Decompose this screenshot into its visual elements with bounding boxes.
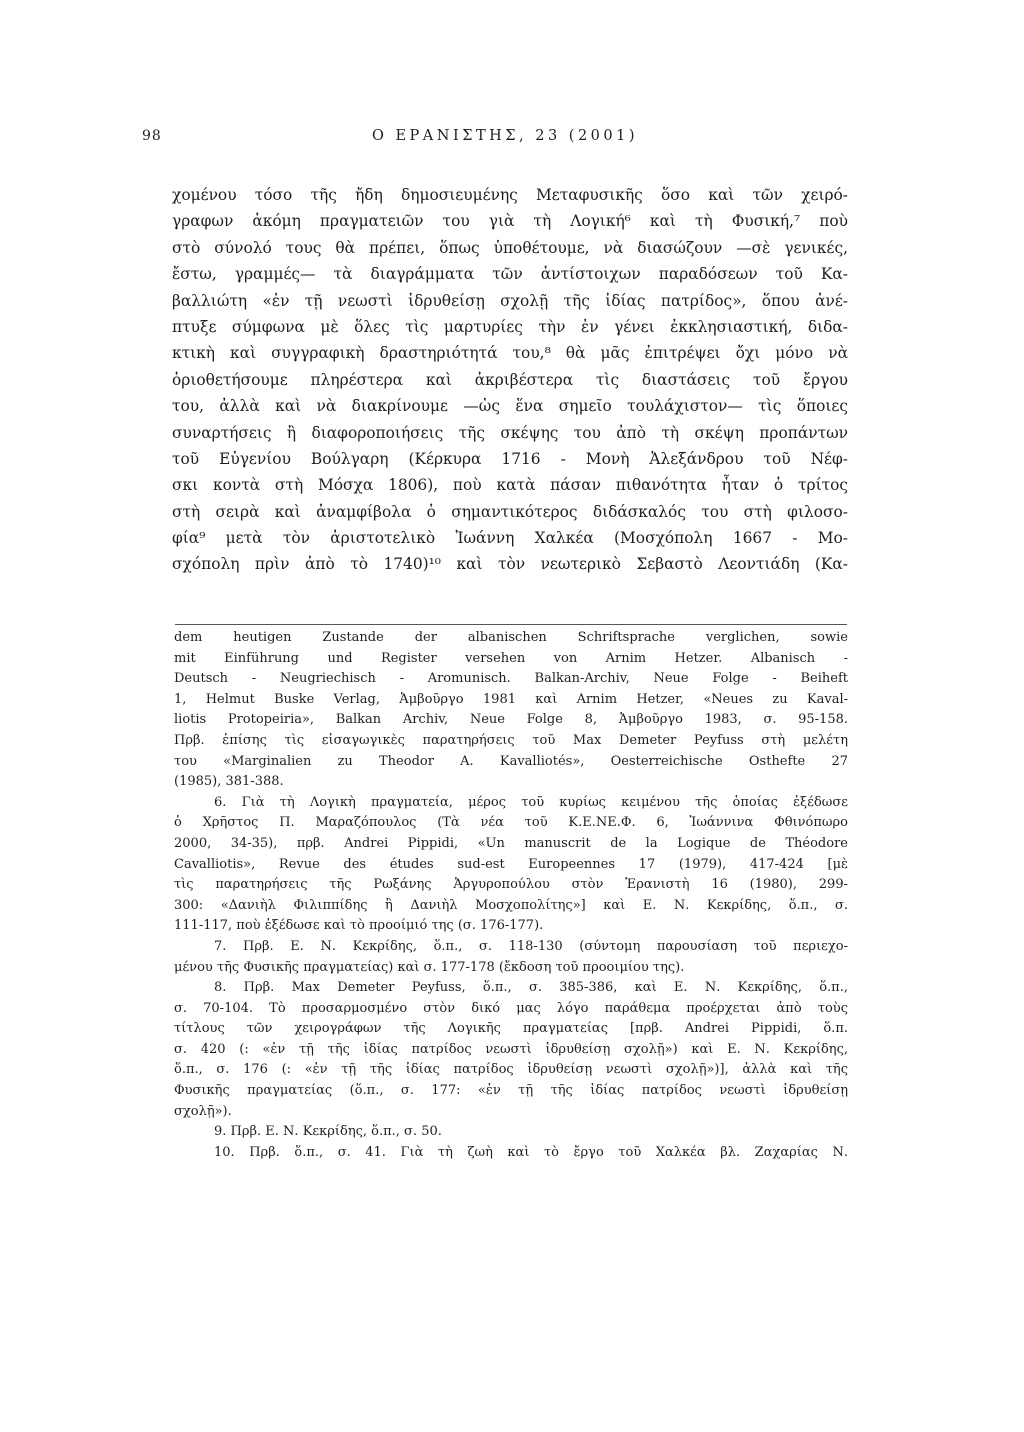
footnote-6: 6. Γιὰ τὴ Λογικὴ πραγματεία, μέρος τοῦ κυρίως κειμένου τῆς ὁποίας ἐξέδωσε — [214, 794, 848, 810]
footnote-line: 2000, 34-35), πρβ. Andrei Pippidi, «Un manuscrit de la Logique de Théodore — [174, 835, 848, 851]
footnote-10: 10. Πρβ. ὅ.π., σ. 41. Γιὰ τὴ ζωὴ καὶ τὸ ἔργο τοῦ Χαλκέα βλ. Ζαχαρίας Ν. — [214, 1144, 848, 1160]
body-line: στὸ σύνολό τους θὰ πρέπει, ὅπως ὑποθέτουμε, νὰ διασώζουν —σὲ γενικές, — [172, 238, 848, 257]
footnote-line: dem heutigen Zustande der albanischen Schriftsprache verglichen, sowie — [174, 630, 848, 645]
footnote-line: Πρβ. ἐπίσης τὶς εἰσαγωγικὲς παρατηρήσεις τοῦ Max Demeter Peyfuss στὴ μελέτη — [174, 732, 848, 748]
footnote-7: 7. Πρβ. Ε. Ν. Κεκρίδης, ὅ.π., σ. 118-130 (σύντομη παρουσίαση τοῦ περιεχο- — [214, 938, 848, 954]
footnote-line: liotis Protopeiria», Balkan Archiv, Neue Folge 8, Ἀμβοῦργο 1983, σ. 95-158. — [174, 712, 848, 728]
body-line: χομένου τόσο τῆς ἤδη δημοσιευμένης Μεταφυσικῆς ὅσο καὶ τῶν χειρό- — [172, 186, 848, 204]
footnote-line: ὅ.π., σ. 176 (: «ἐν τῇ τῆς ἰδίας πατρίδος ἱδρυθείσῃ νεωστὶ σχολῇ»)], ἀλλὰ καὶ τῆς — [174, 1062, 848, 1078]
footnote-8: 8. Πρβ. Max Demeter Peyfuss, ὅ.π., σ. 385-386, καὶ Ε. Ν. Κεκρίδης, ὅ.π., — [214, 980, 848, 996]
body-line: πτυξε σύμφωνα μὲ ὅλες τὶς μαρτυρίες τὴν ἐν γένει ἐκκλησιαστική, διδα- — [172, 317, 848, 336]
footnote-separator — [175, 624, 847, 625]
footnote-line: σχολῇ»). — [174, 1103, 232, 1119]
footnote-line: Cavalliotis», Revue des études sud-est Europeennes 17 (1979), 417-424 [μὲ — [174, 856, 848, 872]
body-line: ἔστω, γραμμές— τὰ διαγράμματα τῶν ἀντίστοιχων παραδόσεων τοῦ Κα- — [172, 265, 848, 284]
footnote-line: mit Einführung und Register versehen von Arnim Hetzer. Albanisch - — [174, 650, 848, 666]
body-line: γραφων ἀκόμη πραγματειῶν του γιὰ τὴ Λογική⁶ καὶ τὴ Φυσική,⁷ ποὺ — [172, 212, 848, 231]
body-text — [172, 182, 848, 578]
body-line: σκι κοντὰ στὴ Μόσχα 1806), ποὺ κατὰ πάσαν πιθανότητα ἦταν ὁ τρίτος — [172, 476, 848, 495]
footnote-line: 111-117, ποὺ ἐξέδωσε καὶ τὸ προοίμιό της (σ. 176-177). — [174, 918, 544, 934]
footnote-line: ὁ Χρῆστος Π. Μαραζόπουλος (Τὰ νέα τοῦ Κ.Ε.ΝΕ.Φ. 6, Ἰωάννινα Φθινόπωρο — [174, 815, 848, 831]
footnote-line: σ. 70-104. Τὸ προσαρμοσμένο στὸν δικό μας λόγο παράθεμα προέρχεται ἀπὸ τοὺς — [174, 1000, 848, 1016]
footnote-line: τὶς παρατηρήσεις τῆς Ρωξάνης Ἀργυροπούλου στὸν Ἐρανιστὴ 16 (1980), 299- — [174, 877, 848, 893]
footnote-line: 300: «Δανιὴλ Φιλιππίδης ἢ Δανιὴλ Μοσχοπολίτης»] καὶ Ε. Ν. Κεκρίδης, ὅ.π., σ. — [174, 897, 848, 913]
body-line: κτικὴ καὶ συγγραφικὴ δραστηριότητά του,⁸ θὰ μᾶς ἐπιτρέψει ὄχι μόνο νὰ — [172, 344, 848, 363]
footnote-line: τίτλους τῶν χειρογράφων τῆς Λογικῆς πραγματείας [πρβ. Andrei Pippidi, ὅ.π. — [174, 1021, 848, 1037]
body-line: συναρτήσεις ἢ διαφοροποιήσεις τῆς σκέψης του ἀπὸ τὴ σκέψη προπάντων — [172, 423, 848, 442]
footnote-line: Φυσικῆς πραγματείας (ὅ.π., σ. 177: «ἐν τῇ τῆς ἰδίας πατρίδος νεωστὶ ἱδρυθείσῃ — [174, 1083, 848, 1099]
body-line: φία⁹ μετὰ τὸν ἀριστοτελικὸ Ἰωάννη Χαλκέα (Μοσχόπολη 1667 - Μο- — [172, 529, 848, 548]
body-line: σχόπολη πρὶν ἀπὸ τὸ 1740)¹⁰ καὶ τὸν νεωτερικὸ Σεβαστὸ Λεοντιάδη (Κα- — [172, 555, 848, 574]
body-line: ὁριοθετήσουμε πληρέστερα καὶ ἀκριβέστερα τὶς διαστάσεις τοῦ ἔργου — [172, 370, 848, 389]
running-head — [142, 128, 868, 158]
journal-title: Ο ΕΡΑΝΙΣΤΗΣ, 23 (2001) — [371, 128, 639, 144]
footnote-line: (1985), 381-388. — [174, 774, 284, 790]
footnote-9: 9. Πρβ. Ε. Ν. Κεκρίδης, ὅ.π., σ. 50. — [214, 1124, 442, 1140]
body-line: βαλλιώτη «ἐν τῇ νεωστὶ ἱδρυθείσῃ σχολῇ τῆς ἰδίας πατρίδος», ὅπου ἀνέ- — [172, 291, 848, 310]
footnote-line: μένου τῆς Φυσικῆς πραγματείας) καὶ σ. 177-178 (ἔκδοση τοῦ προοιμίου της). — [174, 959, 685, 975]
body-line: τοῦ Εὐγενίου Βούλγαρη (Κέρκυρα 1716 - Μονὴ Ἀλεξάνδρου τοῦ Νέφ- — [172, 449, 848, 468]
footnotes — [174, 628, 848, 1163]
footnote-line: Deutsch - Neugriechisch - Aromunisch. Balkan-Archiv, Neue Folge - Beiheft — [174, 671, 848, 687]
footnote-line: σ. 420 (: «ἐν τῇ τῆς ἰδίας πατρίδος νεωστὶ ἱδρυθείσῃ σχολῇ») καὶ Ε. Ν. Κεκρίδης, — [174, 1041, 848, 1057]
footnote-line: 1, Helmut Buske Verlag, Ἀμβοῦργο 1981 καὶ Arnim Hetzer, «Neues zu Kaval- — [174, 691, 848, 707]
body-line: στὴ σειρὰ καὶ ἀναμφίβολα ὁ σημαντικότερος διδάσκαλός του στὴ φιλοσο- — [172, 502, 848, 521]
body-line: του, ἀλλὰ καὶ νὰ διακρίνουμε —ὡς ἕνα σημεῖο τουλάχιστον— τὶς ὅποιες — [172, 397, 848, 416]
footnote-line: του «Marginalien zu Theodor A. Kavalliotés», Oesterreichische Osthefte 27 — [174, 753, 848, 769]
page-number: 98 — [142, 128, 162, 144]
